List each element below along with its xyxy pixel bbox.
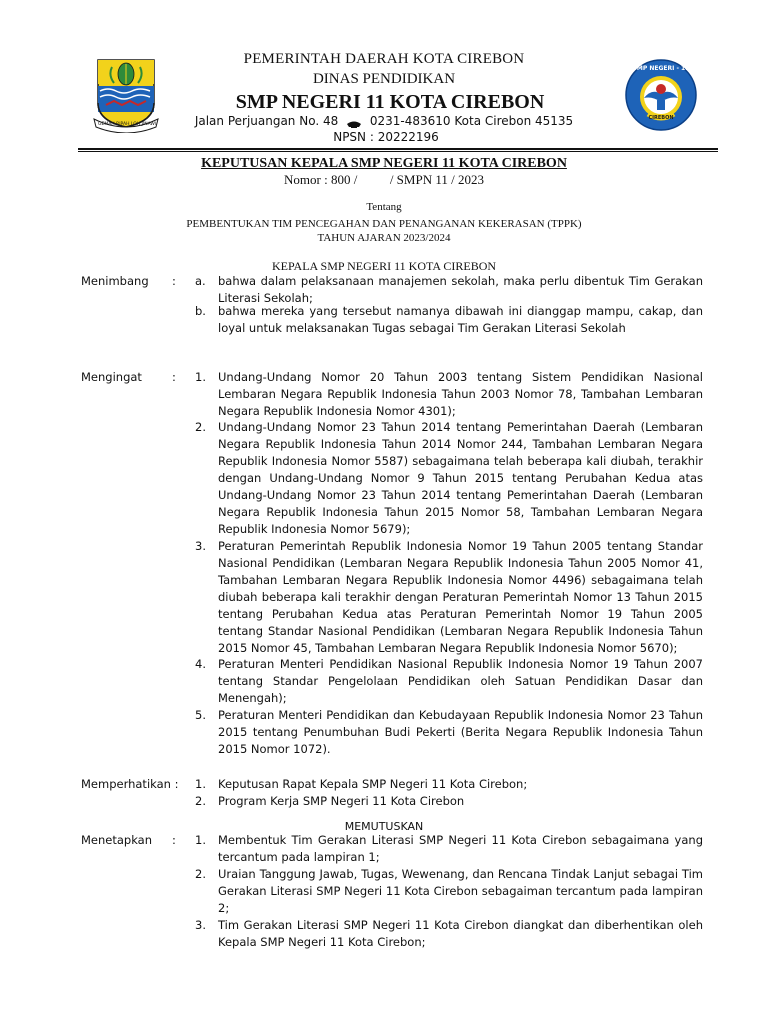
list-marker: 3. bbox=[195, 918, 206, 932]
menetapkan-label: Menetapkan bbox=[81, 833, 153, 847]
emblem-motto: GEMAH RIPAH LOH JINAWI bbox=[98, 122, 157, 127]
list-marker: a. bbox=[195, 274, 206, 288]
mengingat-item-1 bbox=[195, 369, 703, 420]
mengingat-label: Mengingat bbox=[81, 370, 142, 384]
list-item-text: bahwa dalam pelaksanaan manajemen sekolah, maka perlu dibentuk Tim Gerakan Literasi Sekolah; bbox=[218, 274, 703, 305]
header-rule-thin bbox=[78, 151, 718, 152]
list-marker: 1. bbox=[195, 370, 206, 384]
department-name: DINAS PENDIDIKAN bbox=[312, 71, 456, 87]
menimbang-item-a bbox=[195, 273, 703, 307]
list-item-text: Undang-Undang Nomor 20 Tahun 2003 tentang Sistem Pendidikan Nasional Lembaran Negara Republik Indonesia Tahun 2003 Nomor 78, Tambahan Lembaran Negara Republik Indonesia Nomor 4301); bbox=[218, 370, 703, 418]
mengingat-item-5 bbox=[195, 707, 703, 758]
list-marker: 1. bbox=[195, 833, 206, 847]
list-marker: 2. bbox=[195, 867, 206, 881]
list-item-text: Peraturan Pemerintah Republik Indonesia Nomor 19 Tahun 2005 tentang Standar Nasional Pendidikan (Lembaran Negara Republik Indonesia Tahun 2005 Nomor 41, Tambahan Lembaran Negara Republik Indonesia Nomor 4496) sebagaimana telah diubah beberapa kali terakhir dengan Peraturan Pemerintah Nomor 13 Tahun 2015 tentang Perubahan Kedua atas Peraturan Pemerintah Nomor 19 Tahun 2005 tentang Standar Nasional Pendidikan (Lembaran Negara Republik Indonesia Tahun 2015 Nomor 45, Tambahan Lembaran Negara Republik Indonesia Nomor 5670); bbox=[218, 539, 703, 655]
mengingat-colon: : bbox=[172, 370, 176, 384]
phone-icon bbox=[346, 118, 362, 126]
government-name: PEMERINTAH DAERAH KOTA CIREBON bbox=[243, 51, 525, 67]
memperhatikan-item-1 bbox=[195, 776, 703, 793]
memperhatikan-label: Memperhatikan : bbox=[81, 777, 179, 791]
mengingat-item-2 bbox=[195, 419, 703, 538]
address-street: Jalan Perjuangan No. 48 bbox=[194, 114, 339, 128]
list-item-text: Program Kerja SMP Negeri 11 Kota Cirebon bbox=[218, 794, 465, 808]
memperhatikan-item-2 bbox=[195, 793, 703, 810]
list-marker: 5. bbox=[195, 708, 206, 722]
decree-subject-line-2: TAHUN AJARAN 2023/2024 bbox=[317, 232, 451, 244]
list-marker: 1. bbox=[195, 777, 206, 791]
mengingat-item-3 bbox=[195, 538, 703, 657]
school-name: SMP NEGERI 11 KOTA CIREBON bbox=[235, 91, 545, 113]
menimbang-item-b bbox=[195, 303, 703, 337]
list-marker: b. bbox=[195, 304, 206, 318]
school-address bbox=[0, 114, 768, 128]
decree-tentang: Tentang bbox=[366, 201, 402, 213]
list-item-text: Membentuk Tim Gerakan Literasi SMP Negeri 11 Kota Cirebon sebagaimana yang tercantum pada lampiran 1; bbox=[218, 833, 703, 864]
address-phone: 0231-483610 Kota Cirebon 45135 bbox=[369, 114, 574, 128]
header-rule-thick bbox=[78, 148, 718, 150]
decree-title: KEPUTUSAN KEPALA SMP NEGERI 11 KOTA CIREBON bbox=[201, 156, 567, 171]
list-item-text: Tim Gerakan Literasi SMP Negeri 11 Kota Cirebon diangkat dan diberhentikan oleh Kepala SMP Negeri 11 Kota Cirebon; bbox=[218, 918, 703, 949]
menetapkan-colon: : bbox=[172, 833, 176, 847]
decree-subject-line-1: PEMBENTUKAN TIM PENCEGAHAN DAN PENANGANAN KEKERASAN (TPPK) bbox=[186, 218, 582, 230]
decree-issuer: KEPALA SMP NEGERI 11 KOTA CIREBON bbox=[271, 259, 497, 273]
list-item-text: Peraturan Menteri Pendidikan dan Kebudayaan Republik Indonesia Nomor 23 Tahun 2015 tentang Penumbuhan Budi Pekerti (Berita Negara Republik Indonesia Tahun 2015 Nomor 1072). bbox=[218, 708, 703, 756]
list-item-text: Keputusan Rapat Kepala SMP Negeri 11 Kota Cirebon; bbox=[218, 777, 528, 791]
decree-number: Nomor : 800 / / SMPN 11 / 2023 bbox=[284, 172, 484, 187]
menetapkan-item-3 bbox=[195, 917, 703, 951]
list-item-text: bahwa mereka yang tersebut namanya dibawah ini dianggap mampu, cakap, dan loyal untuk melaksanakan Tugas sebagai Tim Gerakan Literasi Sekolah bbox=[218, 304, 703, 335]
menimbang-colon: : bbox=[172, 274, 176, 288]
list-marker: 3. bbox=[195, 539, 206, 553]
list-marker: 4. bbox=[195, 657, 206, 671]
list-marker: 2. bbox=[195, 794, 206, 808]
memutuskan-heading: MEMUTUSKAN bbox=[344, 820, 424, 833]
list-item-text: Uraian Tanggung Jawab, Tugas, Wewenang, dan Rencana Tindak Lanjut sebagai Tim Gerakan Literasi SMP Negeri 11 Kota Cirebon sebagaiman tercantum pada lampiran 2; bbox=[218, 867, 703, 915]
school-emblem-top-text: SMP NEGERI - 11 bbox=[632, 65, 690, 72]
mengingat-item-4 bbox=[195, 656, 703, 707]
list-item-text: Peraturan Menteri Pendidikan Nasional Republik Indonesia Nomor 19 Tahun 2007 tentang Standar Pengelolaan Pendidikan oleh Satuan Pendidikan Dasar dan Menengah); bbox=[218, 657, 703, 705]
list-item-text: Undang-Undang Nomor 23 Tahun 2014 tentang Pemerintahan Daerah (Lembaran Negara Republik Indonesia Tahun 2014 Nomor 244, Tambahan Lembaran Negara Republik Indonesia Nomor 5587) sebagaimana telah beberapa kali diubah, terakhir dengan Undang-Undang Nomor 9 Tahun 2015 tentang Perubahan Kedua atas Undang-Undang Nomor 23 Tahun 2014 tentang Pemerintahan Daerah (Lembaran Negara Republik Indonesia Tahun 2015 Nomor 58, Tambahan Lembaran Negara Republik Indonesia Nomor 5679); bbox=[218, 420, 703, 536]
menetapkan-item-1 bbox=[195, 832, 703, 866]
school-emblem-bottom-text: CIREBON bbox=[648, 115, 674, 121]
list-marker: 2. bbox=[195, 420, 206, 434]
menimbang-label: Menimbang bbox=[81, 274, 149, 288]
school-npsn: NPSN : 20222196 bbox=[333, 130, 439, 144]
menetapkan-item-2 bbox=[195, 866, 703, 917]
